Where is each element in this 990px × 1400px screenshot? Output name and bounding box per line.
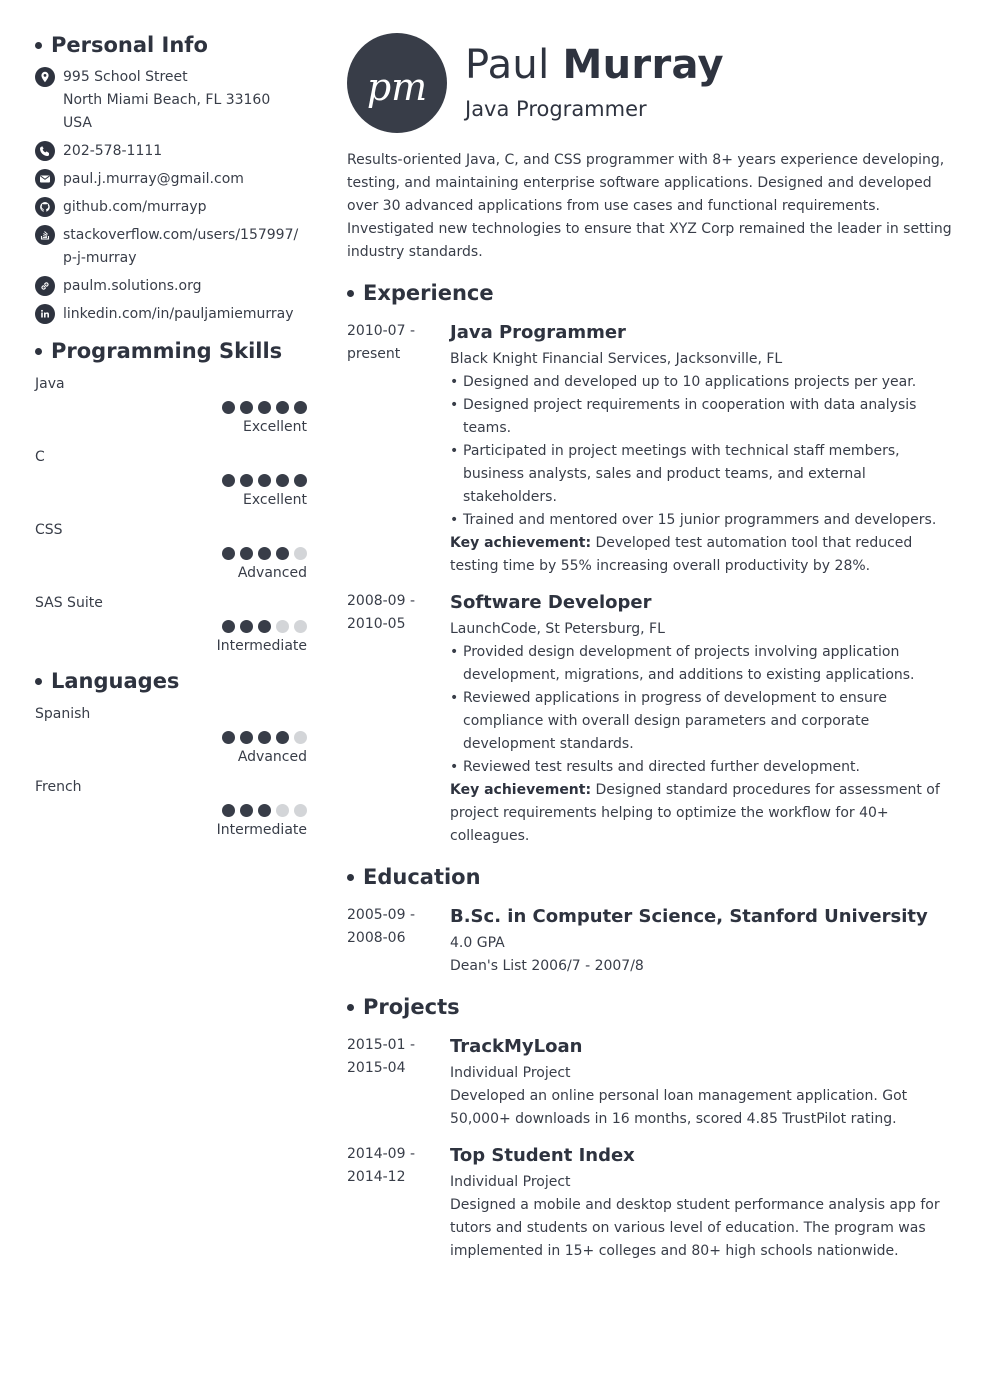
responsibility-item: • Reviewed applications in progress of development to ensure compliance with overall design parameters and corporate development standards. [450, 687, 955, 756]
experience-entry [347, 590, 955, 848]
resume-header [347, 30, 955, 135]
contact-list [35, 66, 307, 326]
education-section [347, 862, 955, 978]
full-name [465, 42, 724, 88]
rating-dot [276, 804, 289, 817]
rating-dot [258, 804, 271, 817]
rating-dot [258, 401, 271, 414]
degree: B.Sc. in Computer Science, Stanford University [450, 906, 928, 927]
skill-rating [35, 620, 307, 633]
contact-linkedin[interactable] [35, 303, 307, 326]
rating-dot [258, 547, 271, 560]
github-icon [35, 197, 55, 217]
experience-body [450, 320, 955, 578]
rating-dot [222, 804, 235, 817]
sidebar [35, 30, 307, 848]
language-item [35, 776, 307, 842]
rating-dot [276, 731, 289, 744]
linkedin-text: linkedin.com/in/pauljamiemurray [63, 306, 294, 322]
languages-heading: Languages [35, 666, 307, 696]
bullet-dot [347, 1004, 354, 1011]
education-body [450, 904, 955, 978]
language-level: Intermediate [216, 822, 307, 838]
skill-rating [35, 547, 307, 560]
rating-dot [276, 620, 289, 633]
link-icon [35, 276, 55, 296]
rating-dot [294, 474, 307, 487]
project-body [450, 1143, 955, 1263]
email-icon [35, 169, 55, 189]
rating-dot [240, 804, 253, 817]
rating-dot [294, 804, 307, 817]
language-item [35, 703, 307, 769]
stackoverflow-text: stackoverflow.com/users/157997/p-j-murray [63, 227, 299, 266]
experience-heading: Experience [347, 278, 955, 308]
responsibility-item: • Designed and developed up to 10 applications projects per year. [450, 371, 955, 394]
project-body [450, 1034, 955, 1131]
phone-icon [35, 141, 55, 161]
skill-item [35, 519, 307, 585]
language-name: French [35, 779, 82, 795]
languages-list [35, 703, 307, 842]
skill-item [35, 373, 307, 439]
skill-level: Advanced [237, 565, 307, 581]
date-start: 2005-09 - [347, 907, 415, 923]
rating-dot [276, 401, 289, 414]
company: Black Knight Financial Services, Jacksonville, FL [450, 351, 783, 367]
skill-name: C [35, 449, 45, 465]
contact-website[interactable] [35, 275, 307, 298]
date-start: 2015-01 - [347, 1037, 415, 1053]
education-entry [347, 904, 955, 978]
address-line-1: 995 School Street [63, 69, 188, 85]
responsibilities-list [450, 641, 955, 779]
company: LaunchCode, St Petersburg, FL [450, 621, 665, 637]
location-pin-icon [35, 67, 55, 87]
date-end: 2010-05 [347, 616, 406, 632]
date-end: present [347, 346, 401, 362]
date-end: 2015-04 [347, 1060, 406, 1076]
responsibility-item: • Participated in project meetings with technical staff members, business analysts, sales and product teams, and external stakeholders. [450, 440, 955, 509]
education-detail: Dean's List 2006/7 - 2007/8 [450, 958, 644, 974]
projects-section [347, 992, 955, 1263]
achievement-label: Key achievement: [450, 535, 592, 551]
main-content [347, 30, 955, 1263]
github-text: github.com/murrayp [63, 199, 207, 215]
bullet-dot [35, 678, 42, 685]
rating-dot [222, 620, 235, 633]
responsibility-item: • Trained and mentored over 15 junior programmers and developers. [450, 509, 955, 532]
contact-phone[interactable] [35, 140, 307, 163]
first-name: Paul [465, 41, 550, 88]
project-name: Top Student Index [450, 1145, 635, 1166]
rating-dot [276, 474, 289, 487]
personal-info-heading: Personal Info [35, 30, 307, 60]
rating-dot [222, 547, 235, 560]
achievement-text: Designed standard procedures for assessment of project requirements helping to optimize the workflow for 40+ colleagues. [450, 782, 940, 844]
skill-rating [35, 474, 307, 487]
entry-date [347, 1143, 450, 1263]
project-type: Individual Project [450, 1065, 571, 1081]
education-heading: Education [347, 862, 955, 892]
rating-dot [276, 547, 289, 560]
rating-dot [258, 620, 271, 633]
bullet-dot [35, 348, 42, 355]
date-end: 2014-12 [347, 1169, 406, 1185]
skill-level: Excellent [243, 419, 307, 435]
date-end: 2008-06 [347, 930, 406, 946]
rating-dot [240, 474, 253, 487]
rating-dot [222, 474, 235, 487]
project-type: Individual Project [450, 1174, 571, 1190]
experience-body [450, 590, 955, 848]
rating-dot [240, 401, 253, 414]
skill-item [35, 592, 307, 658]
skill-name: Java [35, 376, 65, 392]
rating-dot [240, 620, 253, 633]
project-description: Developed an online personal loan management application. Got 50,000+ downloads in 16 months, scored 4.85 TrustPilot rating. [450, 1088, 908, 1127]
rating-dot [222, 401, 235, 414]
key-achievement [450, 532, 955, 578]
entry-date [347, 1034, 450, 1131]
skill-name: SAS Suite [35, 595, 103, 611]
rating-dot [294, 401, 307, 414]
address-line-2: North Miami Beach, FL 33160 [63, 92, 271, 108]
bullet-dot [35, 42, 42, 49]
last-name: Murray [562, 41, 724, 88]
education-detail: 4.0 GPA [450, 935, 505, 951]
skill-level: Intermediate [216, 638, 307, 654]
date-start: 2010-07 - [347, 323, 415, 339]
projects-heading: Projects [347, 992, 955, 1022]
rating-dot [240, 731, 253, 744]
date-start: 2008-09 - [347, 593, 415, 609]
skill-rating [35, 401, 307, 414]
contact-github[interactable] [35, 196, 307, 219]
achievement-text: Developed test automation tool that reduced testing time by 55% increasing overall productivity by 28%. [450, 535, 913, 574]
experience-section [347, 278, 955, 848]
achievement-label: Key achievement: [450, 782, 592, 798]
language-name: Spanish [35, 706, 91, 722]
project-description: Designed a mobile and desktop student performance analysis app for tutors and students on various level of education. The program was implemented in 15+ colleges and 80+ high schools nationwide. [450, 1197, 940, 1259]
experience-entry [347, 320, 955, 578]
programming-skills-heading: Programming Skills [35, 336, 307, 366]
project-entry [347, 1143, 955, 1263]
language-level: Advanced [237, 749, 307, 765]
contact-email[interactable] [35, 168, 307, 191]
key-achievement [450, 779, 955, 848]
email-text: paul.j.murray@gmail.com [63, 171, 244, 187]
responsibility-item: • Reviewed test results and directed further development. [450, 756, 955, 779]
skill-name: CSS [35, 522, 63, 538]
date-start: 2014-09 - [347, 1146, 415, 1162]
project-entry [347, 1034, 955, 1131]
rating-dot [222, 731, 235, 744]
monogram-avatar: pm [347, 33, 447, 133]
name-block [465, 42, 724, 124]
rating-dot [258, 731, 271, 744]
contact-address [35, 66, 307, 135]
responsibility-item: • Provided design development of projects involving application development, migrations, and additions to existing applications. [450, 641, 955, 687]
entry-date [347, 590, 450, 848]
language-rating [35, 804, 307, 817]
project-name: TrackMyLoan [450, 1036, 583, 1057]
entry-date [347, 904, 450, 978]
bullet-dot [347, 290, 354, 297]
job-role: Software Developer [450, 592, 652, 613]
address-line-3: USA [63, 115, 92, 131]
skill-item [35, 446, 307, 512]
rating-dot [240, 547, 253, 560]
contact-stackoverflow[interactable] [35, 224, 307, 270]
rating-dot [294, 731, 307, 744]
job-title: Java Programmer [465, 96, 647, 121]
responsibilities-list [450, 371, 955, 532]
linkedin-icon [35, 304, 55, 324]
rating-dot [294, 547, 307, 560]
job-role: Java Programmer [450, 322, 626, 343]
bullet-dot [347, 874, 354, 881]
entry-date [347, 320, 450, 578]
website-text: paulm.solutions.org [63, 278, 202, 294]
stackoverflow-icon [35, 225, 55, 245]
skill-level: Excellent [243, 492, 307, 508]
rating-dot [294, 620, 307, 633]
rating-dot [258, 474, 271, 487]
language-rating [35, 731, 307, 744]
responsibility-item: • Designed project requirements in cooperation with data analysis teams. [450, 394, 955, 440]
phone-text: 202-578-1111 [63, 143, 163, 159]
skills-list [35, 373, 307, 658]
profile-summary: Results-oriented Java, C, and CSS programmer with 8+ years experience developing, testing, and maintaining enterprise software applications. Designed and developed over 30 advanced applications from use cases and functional requirements. Investigated new technologies to ensure that XYZ Corp remained the leader in setting industry standards. [347, 152, 952, 260]
